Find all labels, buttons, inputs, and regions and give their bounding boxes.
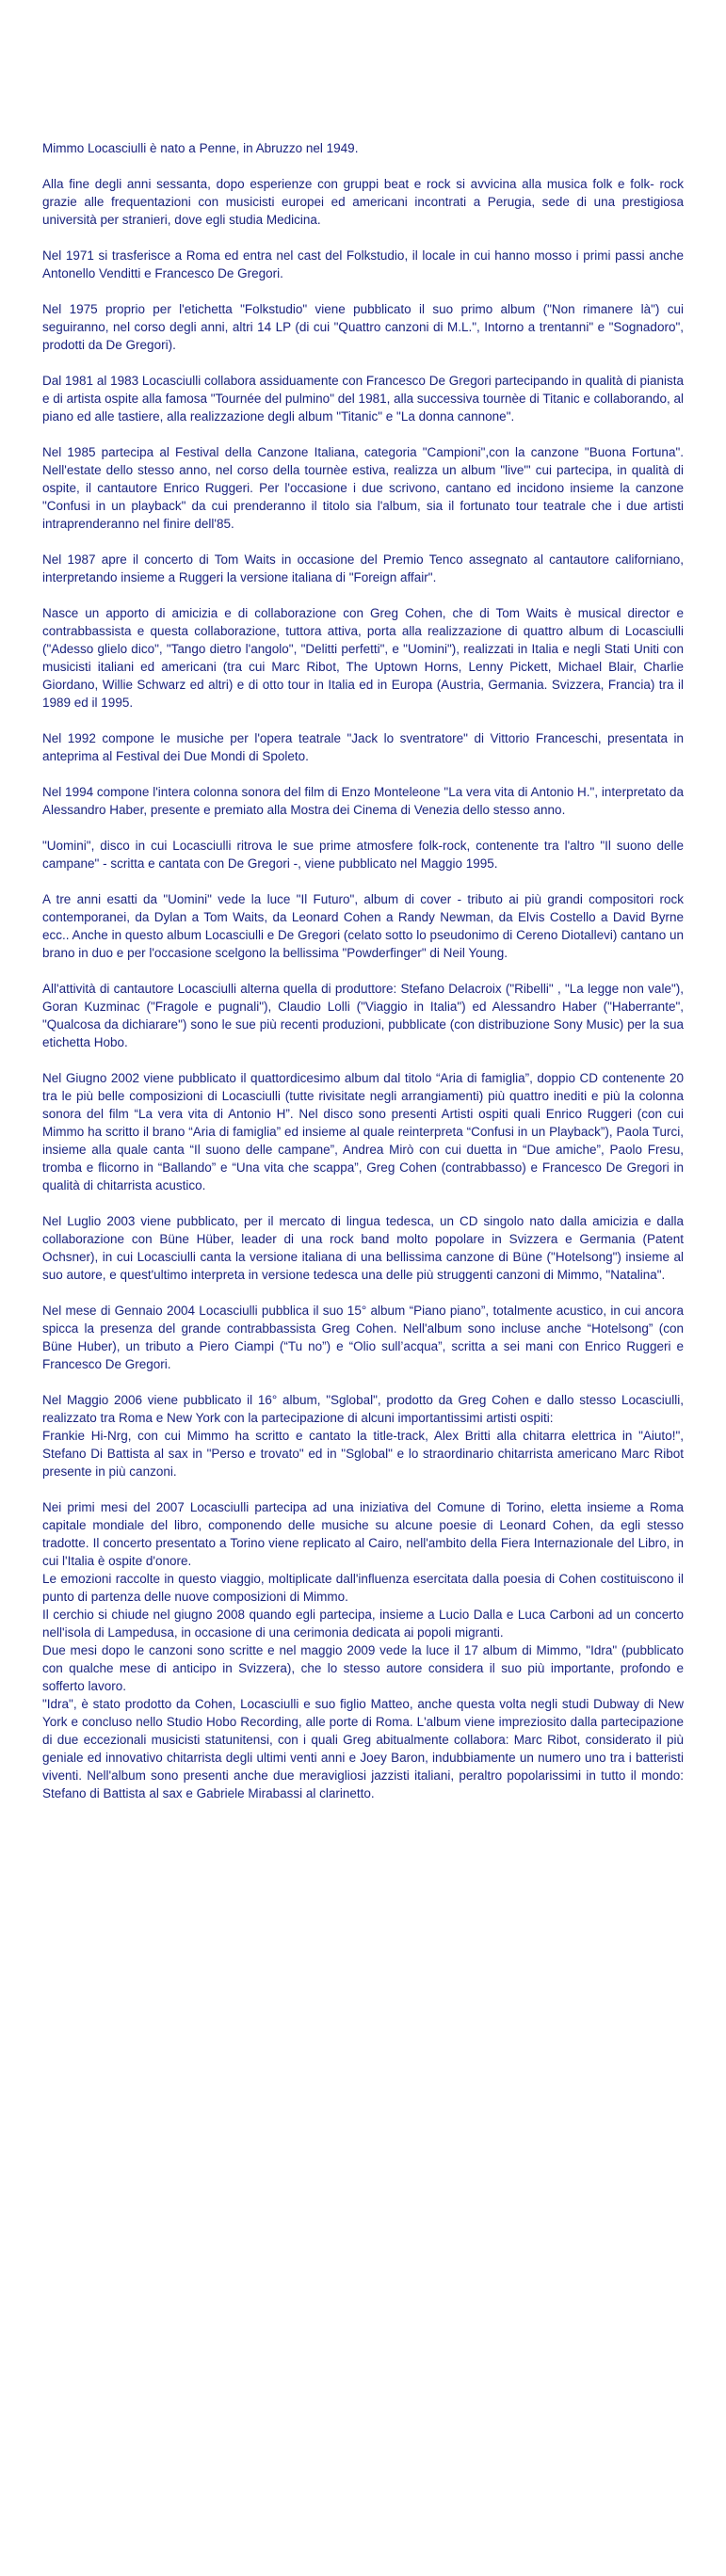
- paragraph-2009: Due mesi dopo le canzoni sono scritte e nel maggio 2009 vede la luce il 17 album di Mimmo, "Idra" (pubblicato con qualche mese di anticipo in Svizzera), che lo stesso autore considera il suo più importante, profondo e sofferto lavoro.: [42, 1643, 684, 1693]
- paragraph-2006: Nel Maggio 2006 viene pubblicato il 16° album, "Sglobal", prodotto da Greg Cohen e dallo stesso Locasciulli, realizzato tra Roma e New York con la partecipazione di alcuni importantissimi artisti ospiti:: [42, 1393, 684, 1425]
- paragraph-2007: Nei primi mesi del 2007 Locasciulli partecipa ad una iniziativa del Comune di Torino, eletta insieme a Roma capitale mondiale del libro, componendo delle musiche su alcune poesie di Leonard Cohen, da egli stesso tradotte. Il concerto presentato a Torino viene replicato al Cairo, nell'ambito della Fiera Internazionale del Libro, in cui l'Italia è ospite d'onore.: [42, 1500, 684, 1568]
- paragraph-1971: Nel 1971 si trasferisce a Roma ed entra nel cast del Folkstudio, il locale in cui hanno mosso i primi passi anche Antonello Venditti e Francesco De Gregori.: [42, 248, 684, 280]
- paragraph-emozioni: Le emozioni raccolte in questo viaggio, moltiplicate dall'influenza esercitata dalla poesia di Cohen costituiscono il punto di partenza delle nuove composizioni di Mimmo.: [42, 1572, 684, 1604]
- paragraph-1985: Nel 1985 partecipa al Festival della Canzone Italiana, categoria "Campioni",con la canzone "Buona Fortuna". Nell'estate dello stesso anno, nel corso della tournèe estiva, realizza un album "live"' cui partecipa, in qualità di ospite, il cantautore Enrico Ruggeri. Per l'occasione i due scrivono, cantano ed incidono insieme la canzone "Confusi in un playback" da cui prenderanno il titolo sia l'album, sia il fortunato tour teatrale che i due artisti intraprenderanno nel finire dell'85.: [42, 445, 684, 531]
- biography-article: [42, 139, 684, 1802]
- paragraph-il-futuro: A tre anni esatti da "Uomini" vede la luce "Il Futuro", album di cover - tributo ai più grandi compositori rock contemporanei, da Dylan a Tom Waits, da Leonard Cohen a Randy Newman, da Elvis Costello a David Byrne ecc.. Anche in questo album Locasciulli e De Gregori (celato sotto lo pseudonimo di Cereno Diotallevi) cantano un brano in duo e per l'occasione scelgono la bellissima "Powderfinger" di Neil Young.: [42, 892, 684, 960]
- paragraph-1987: Nel 1987 apre il concerto di Tom Waits in occasione del Premio Tenco assegnato al cantautore californiano, interpretando insieme a Ruggeri la versione italiana di "Foreign affair".: [42, 552, 684, 584]
- paragraph-2008: Il cerchio si chiude nel giugno 2008 quando egli partecipa, insieme a Lucio Dalla e Luca Carboni ad un concerto nell'isola di Lampedusa, in occasione di una cerimonia dedicata ai popoli migranti.: [42, 1608, 684, 1640]
- paragraph-uomini: "Uomini", disco in cui Locasciulli ritrova le sue prime atmosfere folk-rock, contenente tra l'altro "Il suono delle campane" - scritta e cantata con De Gregori -, viene pubblicato nel Maggio 1995.: [42, 839, 684, 871]
- paragraph-2004: Nel mese di Gennaio 2004 Locasciulli pubblica il suo 15° album “Piano piano”, totalmente acustico, in cui ancora spicca la presenza del grande contrabbassista Greg Cohen. Nell'album sono incluse anche “Hotelsong” (con Büne Huber), un tributo a Piero Ciampi (“Tu no”) e “Olio sull’acqua”, scritta a sei mani con Enrico Ruggeri e Francesco De Gregori.: [42, 1304, 684, 1371]
- paragraph-2002: Nel Giugno 2002 viene pubblicato il quattordicesimo album dal titolo “Aria di famiglia”, doppio CD contenente 20 tra le più belle composizioni di Locasciulli (tutte rivisitate negli arrangiamenti) più quattro inediti e più la colonna sonora del film “La vera vita di Antonio H”. Nel disco sono presenti Artisti ospiti quali Enrico Ruggeri (con cui Mimmo ha scritto il brano “Aria di famiglia” ed insieme al quale reinterpreta “Confusi in un Playback”), Paola Turci, insieme alla quale canta “Il suono delle campane”, Andrea Mirò con cui duetta in “Due amiche”, Paolo Fresu, tromba e flicorno in “Ballando” e “Una vita che scappa”, Greg Cohen (contrabbasso) e Francesco De Gregori in qualità di chitarrista acustico.: [42, 1071, 684, 1192]
- paragraph-2006-guests: Frankie Hi-Nrg, con cui Mimmo ha scritto e cantato la title-track, Alex Britti alla chitarra elettrica in "Aiuto!", Stefano Di Battista al sax in "Perso e trovato" ed in "Sglobal" e lo straordinario chitarrista americano Marc Ribot presente in più canzoni.: [42, 1429, 684, 1479]
- paragraph-birth: Mimmo Locasciulli è nato a Penne, in Abruzzo nel 1949.: [42, 141, 359, 155]
- paragraph-1981: Dal 1981 al 1983 Locasciulli collabora assiduamente con Francesco De Gregori partecipando in qualità di pianista e di artista ospite alla famosa "Tournée del pulmino" del 1981, alla successiva tournèe di Titanic e collaborando, al piano ed alle tastiere, alla realizzazione degli album "Titanic" e "La donna cannone".: [42, 374, 684, 424]
- paragraph-2003: Nel Luglio 2003 viene pubblicato, per il mercato di lingua tedesca, un CD singolo nato dalla amicizia e dalla collaborazione con Büne Hüber, leader di una rock band molto popolare in Svizzera e Germania (Patent Ochsner), in cui Locasciulli canta la versione italiana di una bellissima canzone di Büne ("Hotelsong") insieme al suo autore, e quest'ultimo interpreta in versione tedesca una delle più struggenti canzoni di Mimmo, "Natalina".: [42, 1214, 684, 1282]
- paragraph-producer: All'attività di cantautore Locasciulli alterna quella di produttore: Stefano Delacroix ("Ribelli" , "La legge non vale"), Goran Kuzminac ("Fragole e pugnali"), Claudio Lolli ("Viaggio in Italia") ed Alessandro Haber ("Haberrante", "Qualcosa da dichiarare") sono le sue più recenti produzioni, pubblicate (con distribuzione Sony Music) per la sua etichetta Hobo.: [42, 982, 684, 1049]
- paragraph-1992: Nel 1992 compone le musiche per l'opera teatrale "Jack lo sventratore" di Vittorio Franceschi, presentata in anteprima al Festival dei Due Mondi di Spoleto.: [42, 731, 684, 763]
- paragraph-1994: Nel 1994 compone l'intera colonna sonora del film di Enzo Monteleone "La vera vita di Antonio H.", interpretato da Alessandro Haber, presente e premiato alla Mostra dei Cinema di Venezia dello stesso anno.: [42, 785, 684, 817]
- paragraph-sixties: Alla fine degli anni sessanta, dopo esperienze con gruppi beat e rock si avvicina alla musica folk e folk- rock grazie alle frequentazioni con musicisti europei ed americani incontrati a Perugia, sede di una prestigiosa università per stranieri, dove egli studia Medicina.: [42, 177, 684, 227]
- paragraph-idra: "Idra", è stato prodotto da Cohen, Locasciulli e suo figlio Matteo, anche questa volta negli studi Dubway di New York e concluso nello Studio Hobo Recording, alle porte di Roma. L'album viene impreziosito dalla partecipazione di due eccezionali musicisti statunitensi, con i quali Greg abitualmente collabora: Marc Ribot, considerato il più geniale ed innovativo chitarrista degli ultimi venti anni e Joey Baron, indubbiamente un numero uno tra i batteristi viventi. Nell'album sono presenti anche due meravigliosi jazzisti italiani, peraltro popolarissimi in tutto il mondo: Stefano di Battista al sax e Gabriele Mirabassi al clarinetto.: [42, 1697, 684, 1800]
- paragraph-1975: Nel 1975 proprio per l'etichetta "Folkstudio" viene pubblicato il suo primo album ("Non rimanere là") cui seguiranno, nel corso degli anni, altri 14 LP (di cui "Quattro canzoni di M.L.", Intorno a trentanni" e "Sognadoro", prodotti da De Gregori).: [42, 302, 684, 352]
- paragraph-greg-cohen: Nasce un apporto di amicizia e di collaborazione con Greg Cohen, che di Tom Waits è musical director e contrabbassista e questa collaborazione, tuttora attiva, porta alla realizzazione di quattro album di Locasciulli ("Adesso glielo dico", "Tango dietro l'angolo", "Delitti perfetti", e "Uomini"), realizzati in Italia e negli Stati Uniti con musicisti italiani ed americani (tra cui Marc Ribot, The Uptown Horns, Lenny Pickett, Michael Blair, Charlie Giordano, Willie Schwarz ed altri) e di otto tour in Italia ed in Europa (Austria, Germania. Svizzera, Francia) tra il 1989 ed il 1995.: [42, 606, 684, 710]
